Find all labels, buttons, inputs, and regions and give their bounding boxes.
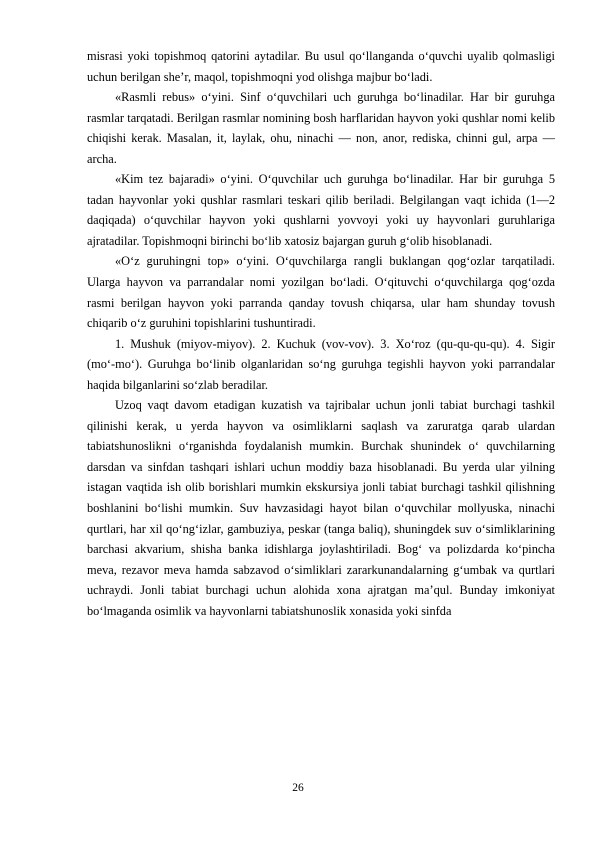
page-number: 26 — [292, 782, 304, 794]
paragraph-animal-sounds-list: 1. Mushuk (miyov-miyov). 2. Kuchuk (vov-vov). 3. Xo‘roz (qu-qu-qu-qu). 4. Sigir (mo‘-mo‘). Guruhga bo‘linib olganlaridan so‘ng guruhga tegishli hayvon yoki parrandalar haqida bilganlarini so‘zlab beradilar. — [87, 336, 555, 392]
paragraph-kim-tez-bajaradi: «Kim tez bajaradi» o‘yini. O‘quvchilar uch guruhga bo‘linadilar. Har bir guruhga 5 tadan hayvonlar yoki qushlar rasmlari teskari qilib beriladi. Belgilangan vaqt ichida (1—2 daqiqada) o‘quvchilar hayvon yoki qushlarni yovvoyi yoki uy hayvonlari guruhlariga ajratadilar. Topishmoqni birinchi bo‘lib xatosiz bajargan guruh g‘olib hisoblanadi. — [87, 172, 555, 248]
paragraph-oz-guruhingni-top: «O‘z guruhingni top» o‘yini. O‘quvchilarga rangli buklangan qog‘ozlar tarqatiladi. Ularga hayvon va parrandalar nomi yozilgan bo‘ladi. O‘qituvchi o‘quvchilarga qog‘ozda rasmi berilgan hayvon yoki parranda qanday tovush chiqarsa, ular ham shunday tovush chiqarib o‘z guruhini topishlarini tushuntiradi. — [87, 254, 555, 331]
paragraph-continuation: misrasi yoki topishmoq qatorini aytadilar. Bu usul qo‘llanganda o‘quvchi uyalib qolmasligi uchun berilgan she’r, maqol, topishmoqni yod olishga majbur bo‘ladi. — [87, 49, 555, 84]
paragraph-nature-corner: Uzoq vaqt davom etadigan kuzatish va tajribalar uchun jonli tabiat burchagi tashkil qilinishi kerak, u yerda hayvon va osimliklarni saqlash va zaruratga qarab ulardan tabiatshunoslikni o‘rganishda foydalanish mumkin. Burchak shunindek o‘ quvchilarning darsdan va sinfdan tashqari ishlari uchun moddiy baza hisoblanadi. Bu yerda ular yilning istagan vaqtida ish olib borishlari mumkin ekskursiya jonli tabiat burchagi tashkil qilishning boshlanini bo‘lishi mumkin. Suv havzasidagi hayot bilan o‘quvchilar mollyuska, ninachi qurtlari, har xil qo‘ng‘izlar, gambuziya, peskar (tanga baliq), shuningdek suv o‘simliklarining barchasi akvarium, shisha banka idishlarga joylashtiriladi. Bog‘ va polizdarda ko‘pincha meva, rezavor meva hamda sabzavod o‘simliklari zararkunandalarning g‘umbak va qurtlari uchraydi. Jonli tabiat burchagi uchun alohida xona ajratgan ma’qul. Bunday imkoniyat bo‘lmaganda osimlik va hayvonlarni tabiatshunoslik xonasida yoki sinfda — [87, 398, 555, 618]
page-body — [87, 46, 555, 621]
paragraph-rasmli-rebus: «Rasmli rebus» o‘yini. Sinf o‘quvchilari uch guruhga bo‘linadilar. Har bir guruhga rasmlar tarqatadi. Berilgan rasmlar nomining bosh harflaridan hayvon yoki qushlar nomi kelib chiqishi kerak. Masalan, it, laylak, ohu, ninachi — non, anor, rediska, chinni gul, arpa — archa. — [87, 90, 555, 166]
